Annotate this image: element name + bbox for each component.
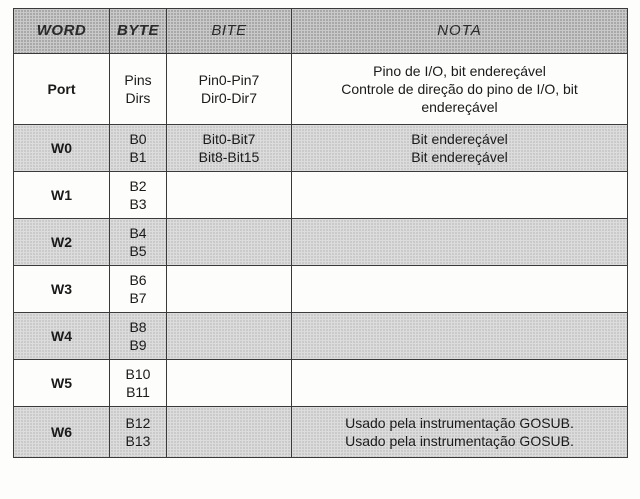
byte-cell <box>110 172 167 219</box>
word-cell: W0 <box>14 125 110 172</box>
word-cell: W6 <box>14 407 110 458</box>
table-row-w6 <box>14 407 628 458</box>
byte-value: B9 <box>129 337 147 353</box>
table-row-w2 <box>14 219 628 266</box>
byte-cell <box>110 313 167 360</box>
byte-value: B7 <box>129 290 147 306</box>
table-row-w3 <box>14 266 628 313</box>
nota-cell <box>292 407 628 458</box>
byte-value: B0 <box>129 131 147 147</box>
nota-cell <box>292 313 628 360</box>
nota-text: endereçável <box>421 99 498 115</box>
byte-value: B13 <box>125 433 151 449</box>
table-row-w0 <box>14 125 628 172</box>
nota-cell <box>292 360 628 407</box>
byte-value: B10 <box>125 366 151 382</box>
header-row <box>14 9 628 54</box>
bite-cell <box>167 172 292 219</box>
byte-value: Dirs <box>125 90 151 106</box>
byte-value: B8 <box>129 319 147 335</box>
bite-cell <box>167 54 292 125</box>
bite-value: Dir0-Dir7 <box>201 90 257 106</box>
word-cell: W4 <box>14 313 110 360</box>
byte-value: B1 <box>129 149 147 165</box>
bite-value: Bit8-Bit15 <box>198 149 260 165</box>
byte-value: B2 <box>129 178 147 194</box>
byte-value: B12 <box>125 415 151 431</box>
byte-value: B6 <box>129 272 147 288</box>
bite-cell <box>167 313 292 360</box>
bite-cell <box>167 266 292 313</box>
word-cell: W2 <box>14 219 110 266</box>
word-cell: W5 <box>14 360 110 407</box>
word-cell: W1 <box>14 172 110 219</box>
nota-cell <box>292 54 628 125</box>
table-row-w5 <box>14 360 628 407</box>
word-cell: Port <box>14 54 110 125</box>
header-byte: BYTE <box>110 9 167 54</box>
word-cell: W3 <box>14 266 110 313</box>
byte-value: B5 <box>129 243 147 259</box>
table-row-port <box>14 54 628 125</box>
nota-text: Bit endereçável <box>411 131 508 147</box>
header-word: WORD <box>14 9 110 54</box>
bite-cell <box>167 125 292 172</box>
nota-text: Usado pela instrumentação GOSUB. <box>345 415 574 431</box>
header-bite: BITE <box>167 9 292 54</box>
nota-cell <box>292 266 628 313</box>
byte-cell <box>110 407 167 458</box>
nota-text: Controle de direção do pino de I/O, bit <box>341 81 578 97</box>
byte-value: B11 <box>126 384 150 400</box>
byte-cell <box>110 54 167 125</box>
nota-cell <box>292 172 628 219</box>
nota-text: Pino de I/O, bit endereçável <box>373 63 546 79</box>
nota-cell <box>292 219 628 266</box>
byte-value: Pins <box>124 72 152 88</box>
table-row-w4 <box>14 313 628 360</box>
nota-cell <box>292 125 628 172</box>
bite-cell <box>167 360 292 407</box>
nota-text: Bit endereçável <box>411 149 508 165</box>
header-nota: NOTA <box>292 9 628 54</box>
nota-text: Usado pela instrumentação GOSUB. <box>345 433 574 449</box>
byte-value: B4 <box>129 225 147 241</box>
table-row-w1 <box>14 172 628 219</box>
byte-cell <box>110 219 167 266</box>
byte-value: B3 <box>129 196 147 212</box>
byte-cell <box>110 266 167 313</box>
memory-map-table <box>13 8 628 458</box>
bite-cell <box>167 407 292 458</box>
bite-cell <box>167 219 292 266</box>
byte-cell <box>110 360 167 407</box>
bite-value: Pin0-Pin7 <box>198 72 260 88</box>
byte-cell <box>110 125 167 172</box>
bite-value: Bit0-Bit7 <box>202 131 256 147</box>
